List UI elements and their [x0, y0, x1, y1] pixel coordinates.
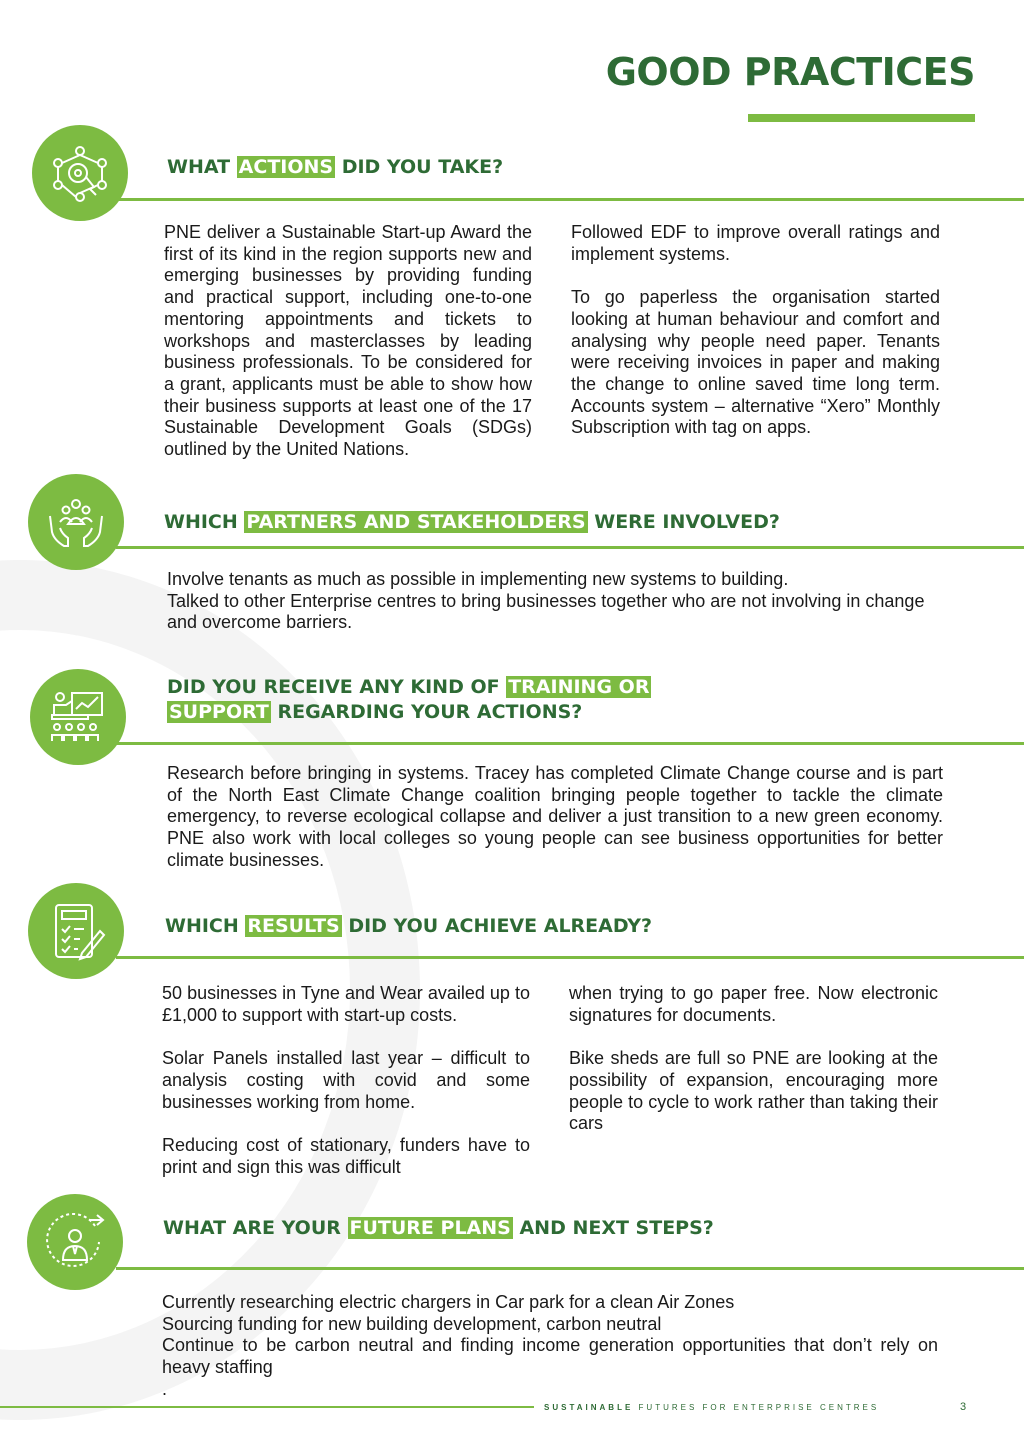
results-column-left — [162, 983, 530, 1178]
paragraph: Reducing cost of stationary, funders have to print and sign this was difficult — [162, 1134, 530, 1177]
checklist-results-icon — [28, 883, 124, 979]
training-presentation-icon — [30, 669, 126, 765]
footer-divider — [0, 1406, 534, 1408]
partners-text — [167, 569, 947, 634]
page-title: GOOD PRACTICES — [605, 50, 975, 94]
section-heading-training: DID YOU RECEIVE ANY KIND OF TRAINING OR SUPPORT REGARDING YOUR ACTIONS? — [167, 676, 650, 723]
text-line: Talked to other Enterprise centres to bring businesses together who are not involving in change and overcome barriers. — [167, 590, 925, 633]
section-heading-future: WHAT ARE YOUR FUTURE PLANS AND NEXT STEPS? — [163, 1217, 714, 1239]
page-number: 3 — [960, 1401, 967, 1413]
section-divider — [116, 198, 1024, 201]
network-gear-icon — [32, 125, 128, 221]
paragraph: To go paperless the organisation started looking at human behaviour and comfort and analysing why people need paper. Tenants were receiving invoices in paper and making the change to online saved time long term. Accounts system – alternative “Xero” Monthly Subscription with tag on apps. — [571, 287, 940, 438]
text-line: . — [162, 1378, 168, 1399]
section-heading-actions: WHAT ACTIONS DID YOU TAKE? — [167, 156, 504, 178]
paragraph: Followed EDF to improve overall ratings and implement systems. — [571, 222, 940, 264]
training-text — [167, 763, 943, 872]
paragraph: 50 businesses in Tyne and Wear availed up to £1,000 to support with start-up costs. — [162, 983, 530, 1025]
paragraph: Solar Panels installed last year – difficult to analysis costing with covid and some businesses working from home. — [162, 1048, 530, 1112]
section-divider — [116, 956, 1024, 959]
paragraph: Research before bringing in systems. Tracey has completed Climate Change course and is part of the North East Climate Change coalition bringing people together to tackle the climate emergency, to reverse ecological collapse and deliver a just transition to a new green economy. PNE also work with local colleges so young people can see business opportunities for better climate businesses. — [167, 763, 943, 870]
future-text — [162, 1292, 938, 1401]
section-divider — [116, 742, 1024, 745]
actions-column-right — [571, 222, 940, 439]
section-heading-partners: WHICH PARTNERS AND STAKEHOLDERS WERE INVOLVED? — [164, 511, 780, 533]
paragraph: Bike sheds are full so PNE are looking at the possibility of expansion, encouraging more people to cycle to work rather than taking their cars — [569, 1048, 938, 1134]
footer-brand: SUSTAINABLE FUTURES FOR ENTERPRISE CENTRES — [544, 1403, 880, 1412]
hands-people-icon — [28, 474, 124, 570]
paragraph: when trying to go paper free. Now electronic signatures for documents. — [569, 983, 938, 1025]
actions-column-left — [164, 222, 532, 461]
text-line: Continue to be carbon neutral and finding income generation opportunities that don’t rely on heavy staffing — [162, 1335, 938, 1378]
section-divider — [116, 1267, 1024, 1270]
section-heading-results: WHICH RESULTS DID YOU ACHIEVE ALREADY? — [165, 915, 653, 937]
paragraph: PNE deliver a Sustainable Start-up Award the first of its kind in the region supports new and emerging businesses by providing funding and practical support, including one-to-one mentoring appointments and tickets to workshops and masterclasses by leading business professionals. To be considered for a grant, applicants must be able to show how their business supports at least one of the 17 Sustainable Development Goals (SDGs) outlined by the United Nations. — [164, 222, 532, 460]
title-underline — [748, 114, 975, 122]
section-divider — [116, 546, 1024, 549]
future-person-icon — [27, 1194, 123, 1290]
text-line: Involve tenants as much as possible in implementing new systems to building. — [167, 569, 789, 589]
text-line: Currently researching electric chargers in Car park for a clean Air Zones — [162, 1292, 735, 1312]
text-line: Sourcing funding for new building development, carbon neutral — [162, 1313, 662, 1334]
results-column-right — [569, 983, 938, 1135]
